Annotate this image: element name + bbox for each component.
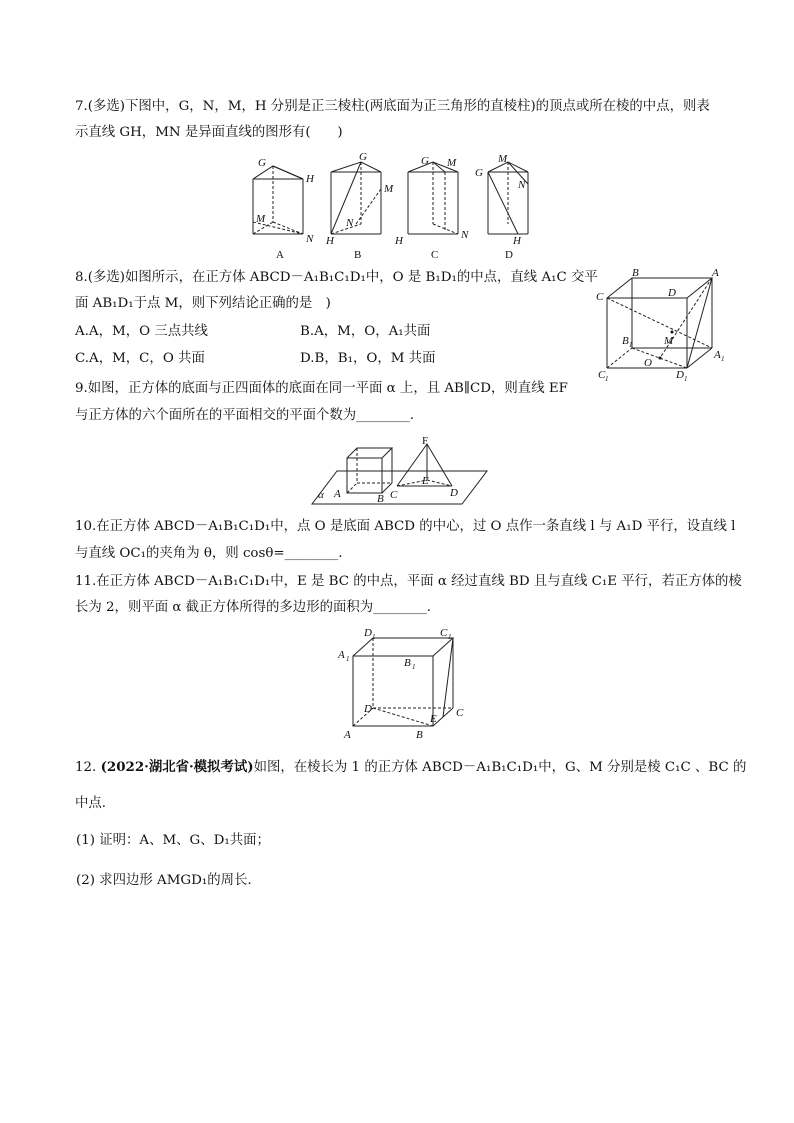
svg-text:H: H — [513, 235, 521, 247]
q12-part2: (2) 求四边形 AMGD₁的周长. — [76, 873, 252, 888]
q7-stem-line2: 示直线 GH，MN 是异面直线的图形有( ) — [75, 125, 343, 140]
svg-text:A: A — [712, 267, 719, 279]
q8-cube-figure — [592, 268, 727, 383]
q9-stem-line2: 与正方体的六个面所在的平面相交的平面个数为________. — [75, 408, 415, 423]
q11-cube-figure — [338, 626, 463, 741]
svg-text:C: C — [440, 627, 448, 639]
svg-text:A: A — [338, 649, 345, 661]
svg-text:D: D — [668, 287, 676, 299]
svg-text:M: M — [498, 153, 508, 165]
svg-text:N: N — [518, 179, 526, 191]
q8-option-a: A.A，M，O 三点共线 — [75, 324, 208, 339]
q12-stem-line1 — [75, 758, 747, 777]
caption-a: A — [276, 249, 284, 261]
q7-prism-figures — [248, 151, 538, 264]
svg-text:M: M — [256, 213, 266, 225]
svg-text:B: B — [377, 493, 384, 505]
q8-option-d: D.B，B₁，O，M 共面 — [300, 351, 436, 366]
svg-text:D: D — [364, 703, 372, 715]
svg-text:B: B — [622, 335, 629, 347]
svg-text:C: C — [456, 707, 464, 719]
prism-figure-c — [394, 155, 469, 261]
svg-text:G: G — [359, 151, 367, 163]
q12-part1: (1) 证明：A、M、G、D₁共面； — [76, 833, 270, 848]
svg-text:C: C — [390, 489, 398, 501]
q11-stem-line1: 11.在正方体 ABCD－A₁B₁C₁D₁中，E 是 BC 的中点，平面 α 经过直线 BD 且与直线 C₁E 平行，若正方体的棱 — [75, 574, 742, 589]
q11-stem-line2: 长为 2，则平面 α 截正方体所得的多边形的面积为________. — [75, 600, 431, 615]
svg-text:B: B — [632, 267, 639, 279]
prism-figure-b — [325, 151, 394, 261]
q8-stem-line1: 8.(多选)如图所示，在正方体 ABCD－A₁B₁C₁D₁中，O 是 B₁D₁的中点，直线 A₁C 交平 — [75, 270, 598, 285]
svg-text:A: A — [714, 349, 721, 361]
svg-text:1: 1 — [412, 663, 416, 671]
svg-text:H: H — [326, 235, 334, 247]
svg-text:A: A — [334, 488, 341, 500]
svg-text:M: M — [447, 157, 457, 169]
svg-text:1: 1 — [448, 633, 452, 641]
q12-text: 如图，在棱长为 1 的正方体 ABCD－A₁B₁C₁D₁中，G、M 分别是棱 C₁C 、BC 的 — [253, 760, 747, 775]
svg-text:N: N — [346, 217, 354, 229]
prism-figure-d — [475, 153, 528, 261]
svg-text:D: D — [450, 487, 458, 499]
q9-plane-figure — [312, 436, 487, 508]
svg-text:1: 1 — [721, 355, 725, 363]
caption-c: C — [431, 249, 439, 261]
q7-stem-line1: 7.(多选)下图中，G，N，M，H 分别是正三棱柱(两底面为正三角形的直棱柱)的顶点或所在棱的中点，则表 — [75, 99, 710, 114]
svg-text:G: G — [258, 157, 266, 169]
svg-text:E: E — [422, 475, 429, 487]
q12-source: (2022·湖北省·模拟考试) — [100, 759, 254, 775]
svg-text:F: F — [422, 435, 429, 447]
svg-text:N: N — [306, 233, 314, 245]
svg-text:N: N — [461, 229, 469, 241]
caption-b: B — [354, 249, 362, 261]
q12-stem-line2: 中点. — [75, 796, 107, 811]
svg-text:1: 1 — [605, 375, 609, 383]
q8-stem-line2: 面 AB₁D₁于点 M，则下列结论正确的是 ) — [75, 296, 331, 311]
svg-text:G: G — [475, 167, 483, 179]
q8-option-c: C.A，M，C，O 共面 — [75, 351, 205, 366]
svg-text:E: E — [430, 713, 437, 725]
svg-text:B: B — [404, 657, 411, 669]
caption-d: D — [505, 249, 513, 261]
svg-text:C: C — [596, 291, 604, 303]
svg-text:D: D — [364, 627, 372, 639]
svg-text:O: O — [644, 357, 652, 369]
prism-figure-a — [253, 157, 315, 261]
svg-text:M: M — [664, 335, 674, 347]
svg-text:A: A — [344, 729, 351, 741]
q10-stem-line1: 10.在正方体 ABCD－A₁B₁C₁D₁中，点 O 是底面 ABCD 的中心，过 O 点作一条直线 l 与 A₁D 平行，设直线 l — [75, 519, 736, 534]
svg-text:G: G — [421, 155, 429, 167]
svg-text:1: 1 — [629, 341, 633, 349]
svg-text:H: H — [395, 235, 403, 247]
svg-text:1: 1 — [372, 633, 376, 641]
q12-number: 12. — [75, 760, 101, 775]
q8-option-b: B.A，M，O，A₁共面 — [300, 324, 431, 339]
svg-text:B: B — [416, 729, 423, 741]
svg-text:M: M — [384, 183, 394, 195]
q9-stem-line1: 9.如图，正方体的底面与正四面体的底面在同一平面 α 上，且 AB∥CD，则直线 EF — [75, 381, 568, 396]
svg-text:1: 1 — [346, 655, 350, 663]
svg-text:D: D — [676, 369, 684, 381]
svg-text:α: α — [318, 489, 324, 501]
q10-stem-line2: 与直线 OC₁的夹角为 θ，则 cosθ=________. — [75, 546, 343, 561]
svg-text:1: 1 — [684, 375, 688, 383]
svg-text:H: H — [306, 173, 314, 185]
svg-text:C: C — [598, 369, 606, 381]
